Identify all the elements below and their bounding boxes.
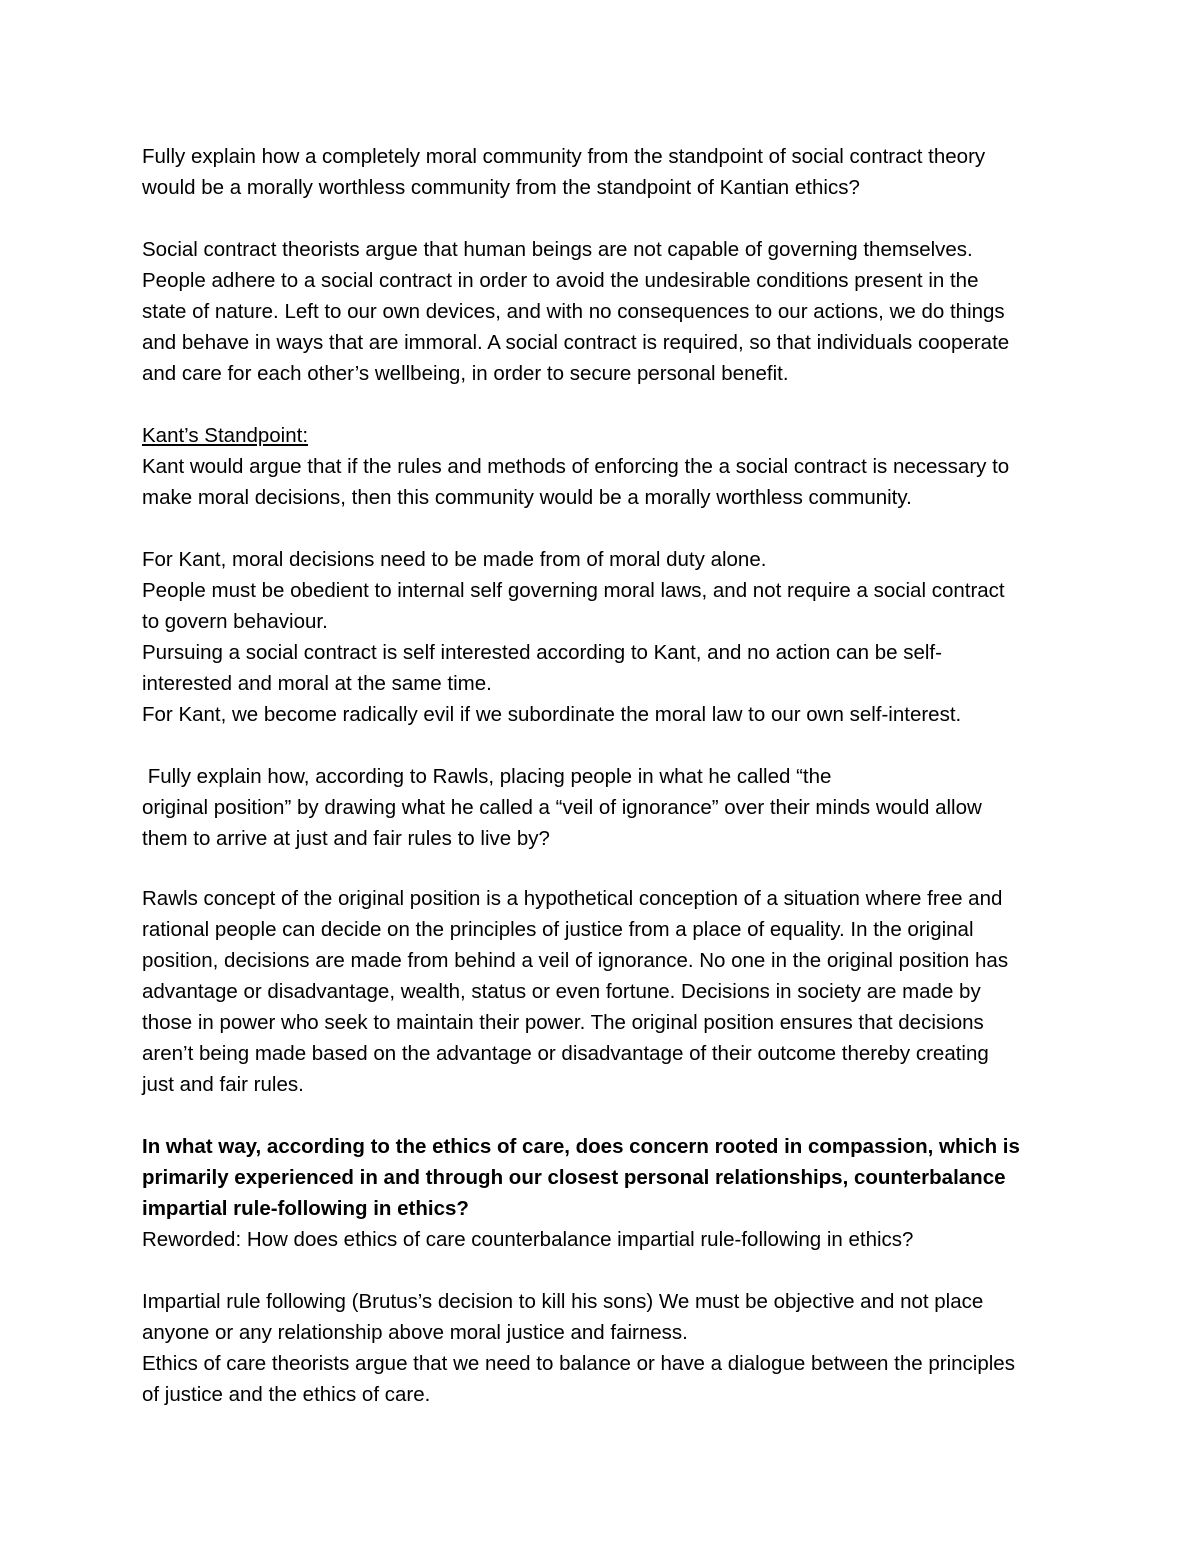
question-1-line: would be a morally worthless community from the standpoint of Kantian ethics? bbox=[142, 176, 860, 199]
answer-3-line: anyone or any relationship above moral justice and fairness. bbox=[142, 1321, 688, 1344]
answer-3-line: Ethics of care theorists argue that we need to balance or have a dialogue between the principles bbox=[142, 1352, 1015, 1375]
kant-intro-line: Kant would argue that if the rules and methods of enforcing the a social contract is necessary to bbox=[142, 455, 1010, 478]
answer-2-line: advantage or disadvantage, wealth, status or even fortune. Decisions in society are made by bbox=[142, 980, 981, 1003]
answer-3-line: Impartial rule following (Brutus’s decision to kill his sons) We must be objective and not place bbox=[142, 1290, 984, 1313]
kant-point-line: For Kant, moral decisions need to be made from of moral duty alone. bbox=[142, 548, 767, 571]
answer-3 bbox=[142, 1286, 1072, 1410]
answer-2-line: just and fair rules. bbox=[142, 1073, 304, 1096]
answer-1-line: People adhere to a social contract in order to avoid the undesirable conditions present in the bbox=[142, 269, 979, 292]
kant-point-line: Pursuing a social contract is self interested according to Kant, and no action can be self- bbox=[142, 641, 942, 664]
answer-2 bbox=[142, 883, 1072, 1100]
question-3-line: impartial rule-following in ethics? bbox=[142, 1197, 469, 1220]
question-1-line: Fully explain how a completely moral community from the standpoint of social contract theory bbox=[142, 145, 986, 168]
answer-1-line: and care for each other’s wellbeing, in order to secure personal benefit. bbox=[142, 362, 789, 385]
question-2 bbox=[142, 761, 1072, 854]
answer-1-line: state of nature. Left to our own devices, and with no consequences to our actions, we do things bbox=[142, 300, 1005, 323]
answer-2-line: aren’t being made based on the advantage or disadvantage of their outcome thereby creating bbox=[142, 1042, 989, 1065]
kant-intro-line: make moral decisions, then this community would be a morally worthless community. bbox=[142, 486, 912, 509]
answer-1-line: and behave in ways that are immoral. A social contract is required, so that individuals cooperate bbox=[142, 331, 1010, 354]
kant-point-line: For Kant, we become radically evil if we subordinate the moral law to our own self-interest. bbox=[142, 703, 962, 726]
question-3-line: primarily experienced in and through our closest personal relationships, counterbalance bbox=[142, 1166, 1006, 1189]
kant-point-line: interested and moral at the same time. bbox=[142, 672, 492, 695]
answer-1 bbox=[142, 234, 1072, 389]
question-2-line: original position” by drawing what he called a “veil of ignorance” over their minds would allow bbox=[142, 796, 982, 819]
kant-points bbox=[142, 544, 1072, 730]
answer-2-line: position, decisions are made from behind a veil of ignorance. No one in the original position has bbox=[142, 949, 1009, 972]
question-2-line: them to arrive at just and fair rules to live by? bbox=[142, 827, 550, 850]
kant-point-line: People must be obedient to internal self governing moral laws, and not require a social contract bbox=[142, 579, 1005, 602]
answer-2-line: rational people can decide on the principles of justice from a place of equality. In the original bbox=[142, 918, 974, 941]
question-3-line: In what way, according to the ethics of care, does concern rooted in compassion, which is bbox=[142, 1135, 1020, 1158]
question-3 bbox=[142, 1131, 1072, 1255]
kant-heading: Kant’s Standpoint: bbox=[142, 424, 309, 447]
reworded-question: Reworded: How does ethics of care counterbalance impartial rule-following in ethics? bbox=[142, 1228, 914, 1251]
answer-1-line: Social contract theorists argue that human beings are not capable of governing themselves. bbox=[142, 238, 973, 261]
kant-point-line: to govern behaviour. bbox=[142, 610, 328, 633]
answer-2-line: those in power who seek to maintain their power. The original position ensures that decisions bbox=[142, 1011, 984, 1034]
answer-3-line: of justice and the ethics of care. bbox=[142, 1383, 431, 1406]
answer-2-line: Rawls concept of the original position is a hypothetical conception of a situation where free and bbox=[142, 887, 1003, 910]
question-2-line: Fully explain how, according to Rawls, placing people in what he called “the bbox=[142, 765, 832, 788]
kant-section bbox=[142, 420, 1072, 513]
question-1 bbox=[142, 141, 1072, 203]
